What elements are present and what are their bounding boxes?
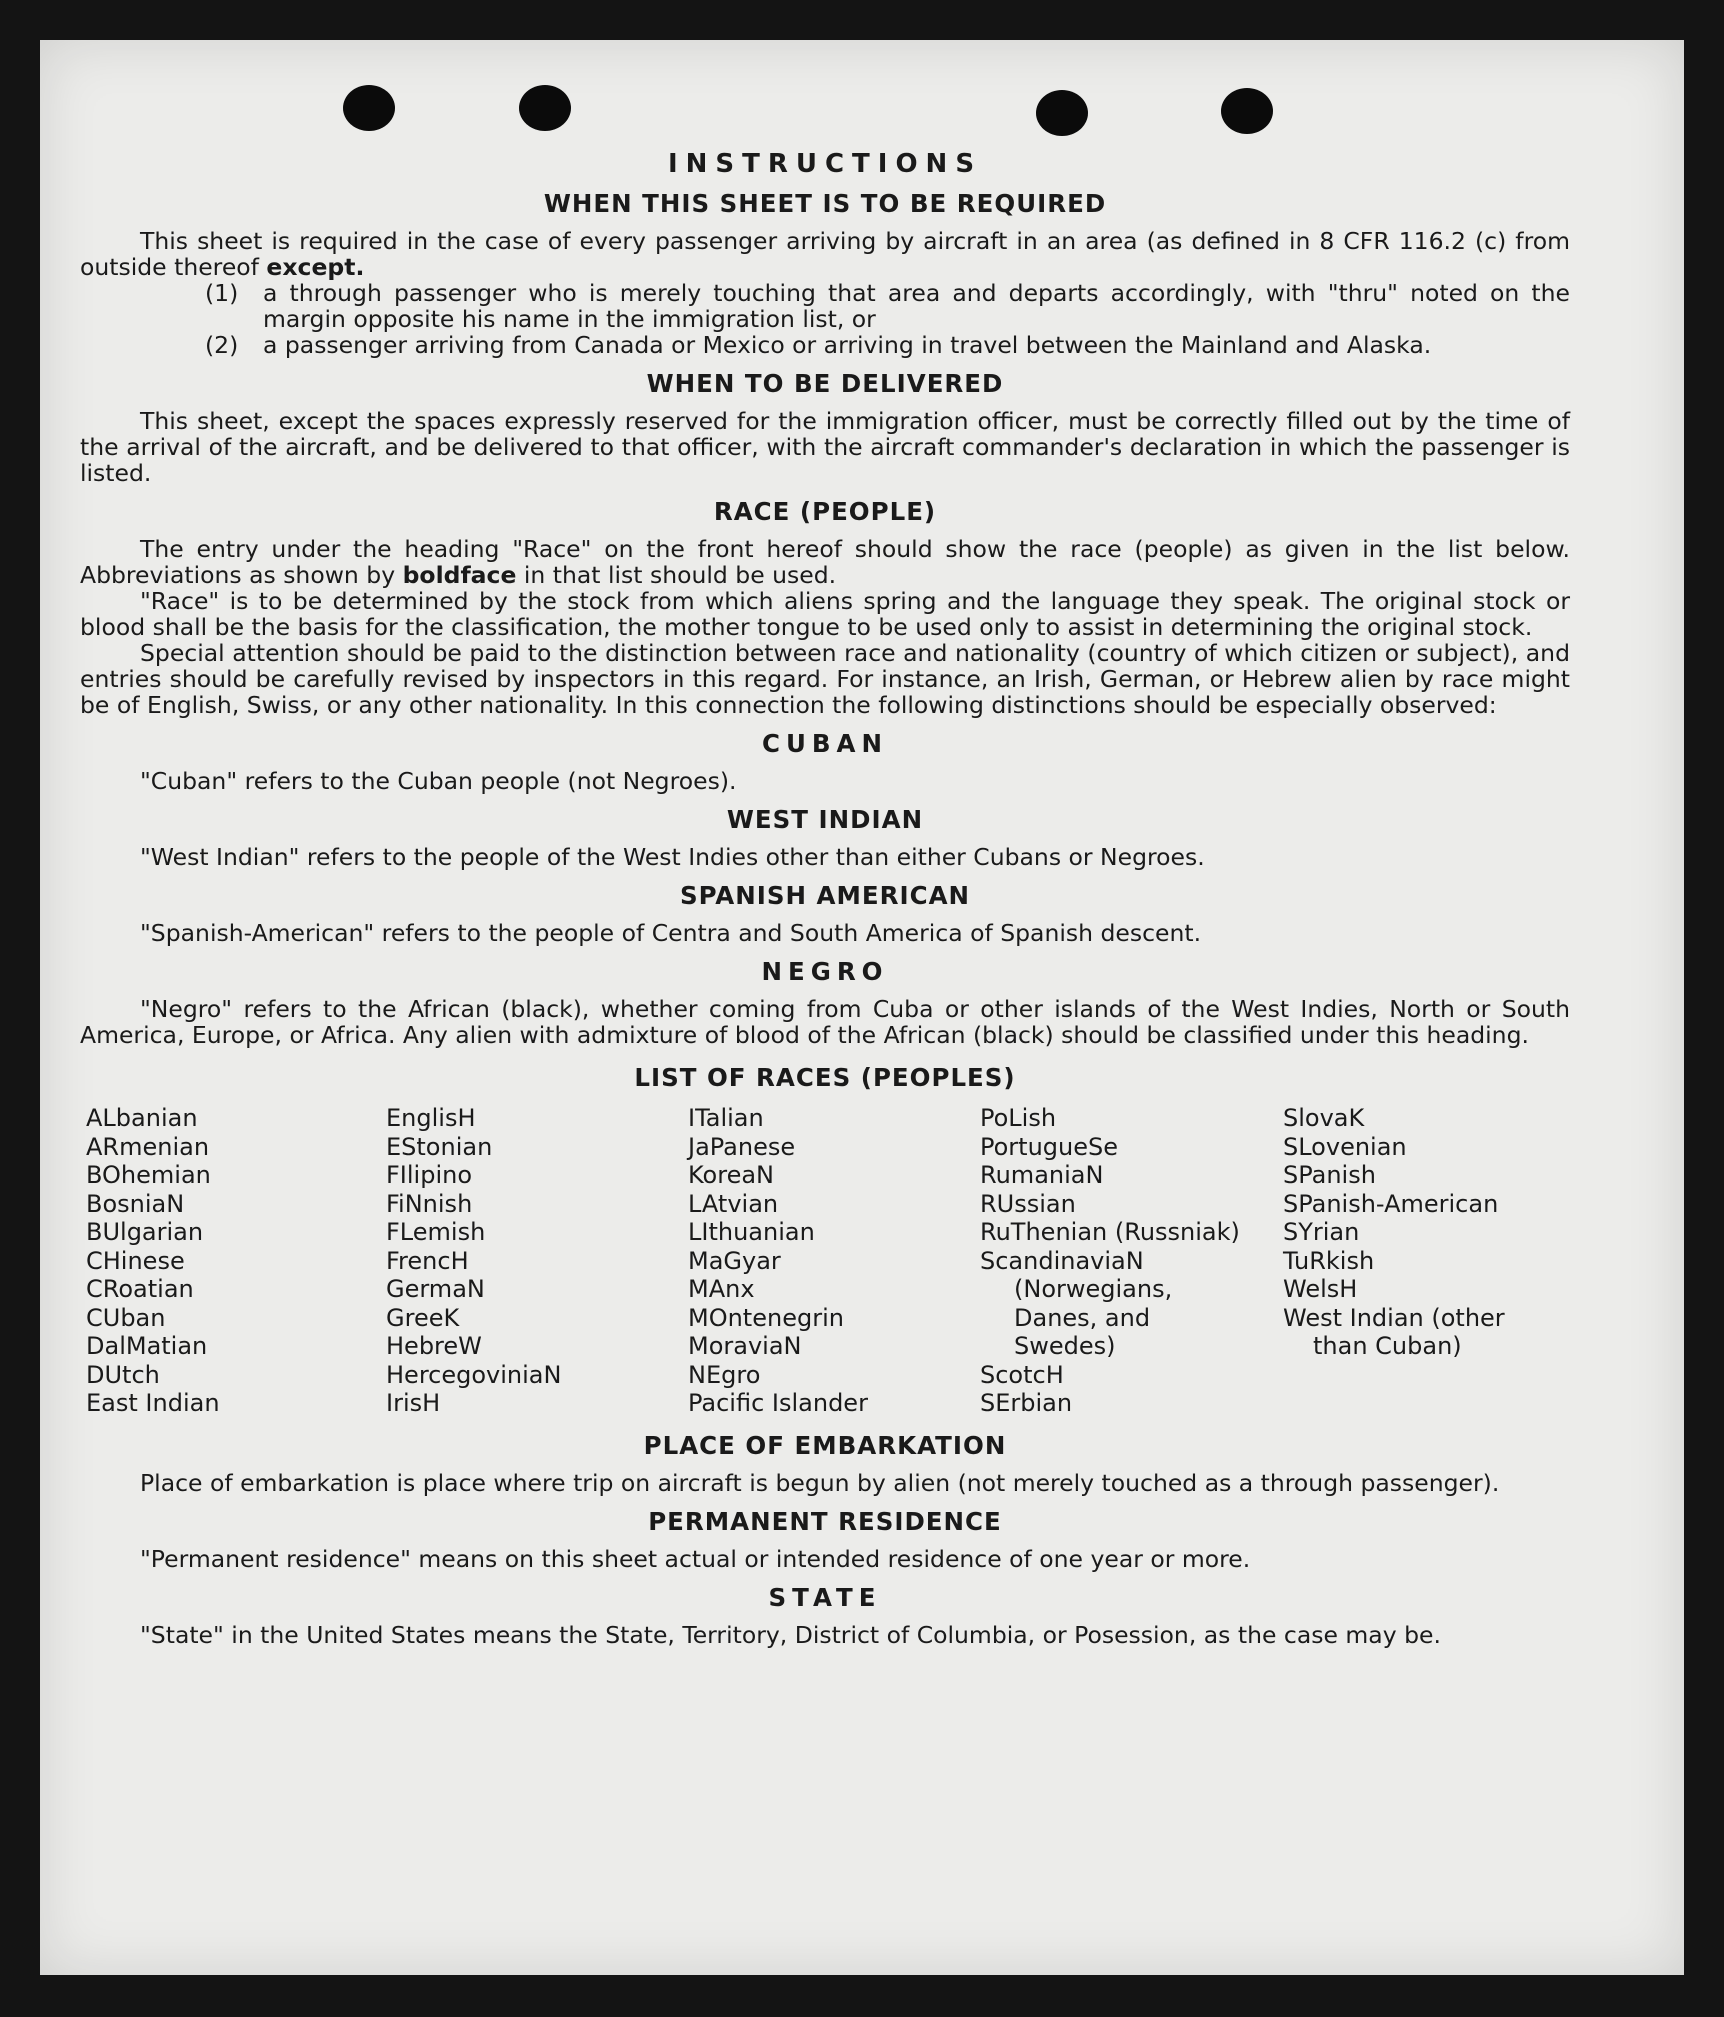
list-number: (2) <box>205 331 239 359</box>
race-item: TuRkish <box>1283 1246 1375 1275</box>
race-item: BUlgarian <box>86 1218 204 1246</box>
section-heading-delivered: WHEN TO BE DELIVERED <box>646 369 1004 398</box>
races-column <box>1283 1104 1533 1418</box>
race-item: EStonian <box>386 1132 493 1161</box>
race-item: BosniaN <box>86 1189 185 1218</box>
section-heading-negro: NEGRO <box>761 957 889 986</box>
race-item-note: than Cuban) <box>1313 1332 1462 1360</box>
race-item: DUtch <box>86 1360 160 1389</box>
race-item: SErbian <box>980 1389 1073 1417</box>
race-item: GermaN <box>386 1275 485 1303</box>
race-item: EnglisH <box>386 1104 476 1132</box>
race-item: MoraviaN <box>688 1332 802 1360</box>
races-column <box>688 1104 980 1418</box>
section-text: This sheet is required in the case of every passenger arriving by aircraft in an area (as defined in 8 CFR 116.2 (c) from outside thereof except. <box>80 227 1570 281</box>
races-column <box>386 1104 688 1418</box>
race-item-note: Danes, and <box>1014 1303 1151 1332</box>
race-item: FiNnish <box>386 1189 473 1218</box>
list-item <box>205 280 1570 332</box>
race-item-note: (Norwegians, <box>1014 1275 1173 1303</box>
race-item: FIlipino <box>386 1161 473 1189</box>
race-item: SYrian <box>1283 1218 1360 1246</box>
section-heading-race: RACE (PEOPLE) <box>713 497 937 526</box>
section-text: "Spanish-American" refers to the people of Centra and South America of Spanish descent. <box>140 919 1202 947</box>
race-item: CUban <box>86 1303 166 1332</box>
race-item: MOntenegrin <box>688 1303 844 1332</box>
section-text: "Negro" refers to the African (black), whether coming from Cuba or other islands of the West Indies, North or South America, Europe, or Africa. Any alien with admixture of blood of the African (black) should be classified under this heading. <box>80 995 1570 1049</box>
race-item: Pacific Islander <box>688 1389 868 1417</box>
section-text: The entry under the heading "Race" on the front hereof should show the race (people) as given in the list below. Abbreviations as shown by boldface in that list should be used. <box>80 535 1570 589</box>
race-item: PortugueSe <box>980 1132 1118 1161</box>
race-item: HebreW <box>386 1332 482 1360</box>
punch-hole <box>1036 90 1088 136</box>
race-item: PoLish <box>980 1104 1057 1132</box>
race-item: SPanish-American <box>1283 1189 1499 1218</box>
section-text: Place of embarkation is place where trip on aircraft is begun by alien (not merely touched as a through passenger). <box>140 1468 1500 1497</box>
race-item: SPanish <box>1283 1161 1376 1189</box>
list-text: a passenger arriving from Canada or Mexico or arriving in travel between the Mainland and Alaska. <box>263 331 1432 359</box>
races-table <box>80 1104 1570 1418</box>
race-item: RumaniaN <box>980 1161 1104 1189</box>
punch-hole <box>519 85 571 131</box>
race-item: CHinese <box>86 1246 185 1275</box>
race-item: SlovaK <box>1283 1104 1365 1132</box>
section-text: "Permanent residence" means on this sheet actual or intended residence of one year or more. <box>140 1544 1251 1573</box>
race-item: BOhemian <box>86 1161 211 1189</box>
race-item: GreeK <box>386 1303 460 1332</box>
race-item: ScandinaviaN <box>980 1246 1144 1275</box>
section-text: This sheet, except the spaces expressly reserved for the immigration officer, must be correctly filled out by the time of the arrival of the aircraft, and be delivered to that officer, with the aircraft commander's declaration in which the passenger is listed. <box>80 407 1570 487</box>
race-item: NEgro <box>688 1360 761 1389</box>
race-item: DalMatian <box>86 1332 208 1360</box>
race-item: IrisH <box>386 1389 441 1417</box>
race-item: CRoatian <box>86 1275 194 1303</box>
race-item: West Indian (other <box>1283 1303 1505 1332</box>
race-item: KoreaN <box>688 1161 774 1189</box>
section-text: Special attention should be paid to the distinction between race and nationality (country of which citizen or subject), and entries should be carefully revised by inspectors in this regard. For instance, an Irish, German, or Hebrew alien by race might be of English, Swiss, or any other nationality. In this connection the following distinctions should be especially observed: <box>80 639 1570 719</box>
section-text: "Cuban" refers to the Cuban people (not Negroes). <box>140 767 737 795</box>
race-item: JaPanese <box>688 1132 796 1161</box>
section-heading-spanish-american: SPANISH AMERICAN <box>679 881 971 910</box>
race-item: RUssian <box>980 1189 1076 1218</box>
race-item: ScotcH <box>980 1360 1064 1389</box>
punch-hole <box>343 85 395 131</box>
section-heading-permanent-residence: PERMANENT RESIDENCE <box>648 1506 1002 1536</box>
document-title: INSTRUCTIONS <box>667 149 983 179</box>
section-heading-cuban: CUBAN <box>761 729 888 758</box>
race-item: SLovenian <box>1283 1132 1407 1161</box>
races-column <box>86 1104 386 1418</box>
race-item: FrencH <box>386 1246 469 1275</box>
section-heading-state: STATE <box>768 1582 882 1612</box>
section-heading-west-indian: WEST INDIAN <box>726 805 924 834</box>
race-item: HercegoviniaN <box>386 1360 562 1389</box>
list-item <box>205 332 1570 358</box>
race-item: ITalian <box>688 1104 764 1132</box>
race-item: ARmenian <box>86 1132 210 1161</box>
races-column <box>980 1104 1283 1418</box>
race-item: MAnx <box>688 1275 755 1303</box>
section-heading-embarkation: PLACE OF EMBARKATION <box>643 1430 1007 1460</box>
race-item: MaGyar <box>688 1246 781 1275</box>
list-text: a through passenger who is merely touching that area and departs accordingly, with "thru" noted on the margin opposite his name in the immigration list, or <box>263 279 1570 333</box>
list-number: (1) <box>205 279 239 307</box>
section-text: "Race" is to be determined by the stock from which aliens spring and the language they speak. The original stock or blood shall be the basis for the classification, the mother tongue to be used only to assist in determining the original stock. <box>80 587 1570 641</box>
document-body <box>80 150 1570 1648</box>
punch-hole <box>1221 88 1273 134</box>
race-item: East Indian <box>86 1389 220 1417</box>
section-text: "West Indian" refers to the people of the West Indies other than either Cubans or Negroes. <box>140 843 1205 871</box>
section-text: "State" in the United States means the State, Territory, District of Columbia, or Posession, as the case may be. <box>140 1620 1441 1649</box>
race-item: LIthuanian <box>688 1218 815 1246</box>
section-heading-list-of-races: LIST OF RACES (PEOPLES) <box>634 1063 1016 1092</box>
race-item: RuThenian (Russniak) <box>980 1218 1240 1246</box>
race-item: FLemish <box>386 1218 486 1246</box>
race-item: LAtvian <box>688 1189 779 1218</box>
race-item: WelsH <box>1283 1275 1358 1303</box>
race-item-note: Swedes) <box>1014 1332 1116 1360</box>
section-heading-required: WHEN THIS SHEET IS TO BE REQUIRED <box>543 189 1107 218</box>
race-item: ALbanian <box>86 1104 198 1132</box>
